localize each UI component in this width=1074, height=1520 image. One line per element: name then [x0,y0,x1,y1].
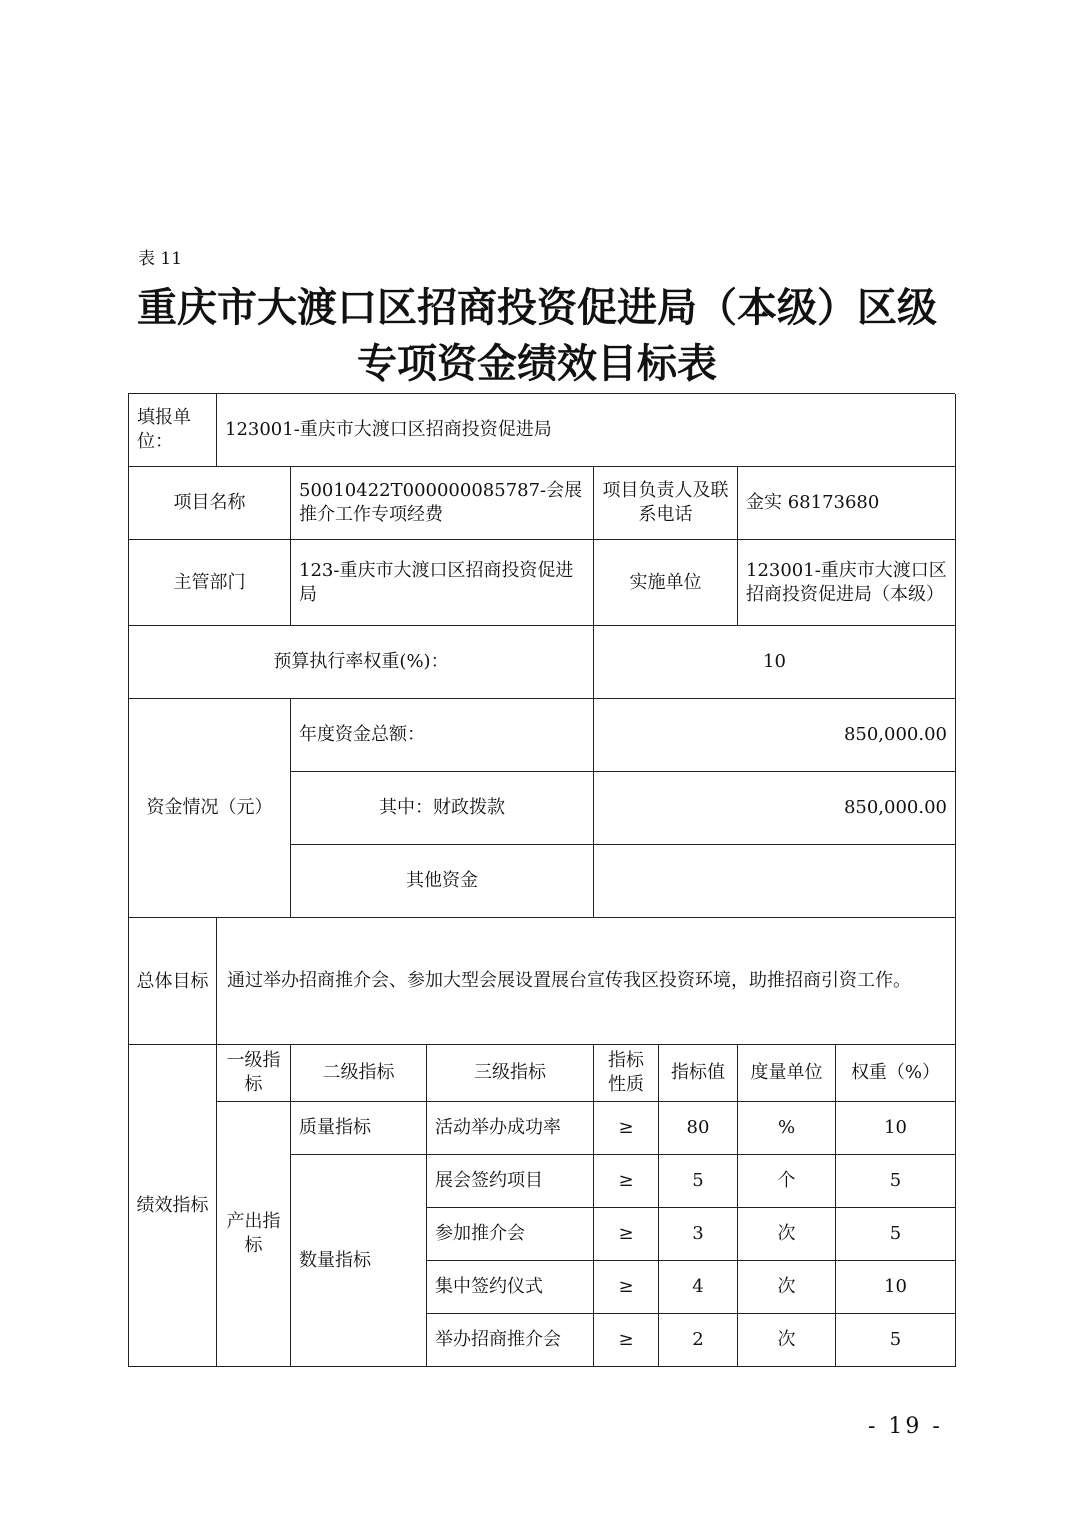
level1-output: 产出指标 [217,1102,291,1367]
indicator-nature: ≥ [594,1208,659,1261]
indicator-value: 2 [659,1314,738,1367]
funds-total-value: 850,000.00 [594,699,956,772]
performance-target-table [128,393,955,1367]
funds-fiscal-label: 其中：财政拨款 [291,772,594,845]
level2-quality: 质量指标 [291,1102,427,1155]
funds-total-label: 年度资金总额： [291,699,594,772]
indicator-value: 3 [659,1208,738,1261]
indicator-nature: ≥ [594,1102,659,1155]
indicator-unit: 次 [738,1208,836,1261]
indicator-unit: 个 [738,1155,836,1208]
unit-value: 123001-重庆市大渡口区招商投资促进局 [217,394,956,467]
dept-value: 123-重庆市大渡口区招商投资促进局 [291,540,594,626]
indicator-weight: 5 [836,1208,956,1261]
budget-weight-label: 预算执行率权重(%)： [129,626,594,699]
indicator-unit: 次 [738,1261,836,1314]
indicator-name: 活动举办成功率 [427,1102,594,1155]
project-name-value: 50010422T000000085787-会展推介工作专项经费 [291,467,594,540]
indicator-name: 举办招商推介会 [427,1314,594,1367]
budget-weight-value: 10 [594,626,956,699]
funds-other-label: 其他资金 [291,845,594,918]
impl-label: 实施单位 [594,540,738,626]
funds-other-value [594,845,956,918]
header-level2: 二级指标 [291,1045,427,1102]
indicator-nature: ≥ [594,1314,659,1367]
performance-label: 绩 效 指 标 [129,1045,217,1367]
indicator-weight: 10 [836,1102,956,1155]
header-nature: 指标性质 [594,1045,659,1102]
page-number: - 19 - [868,1414,943,1439]
indicator-nature: ≥ [594,1155,659,1208]
header-level3: 三级指标 [427,1045,594,1102]
contact-value: 金实 68173680 [738,467,956,540]
contact-label: 项目负责人及联系电话 [594,467,738,540]
goal-label: 总 体 目 标 [129,918,217,1045]
dept-label: 主管部门 [129,540,291,626]
indicator-weight: 5 [836,1155,956,1208]
indicator-name: 参加推介会 [427,1208,594,1261]
header-unit: 度量单位 [738,1045,836,1102]
header-value: 指标值 [659,1045,738,1102]
unit-label: 填报单位： [129,394,217,467]
level2-quantity: 数量指标 [291,1155,427,1367]
impl-value: 123001-重庆市大渡口区招商投资促进局（本级） [738,540,956,626]
indicator-unit: % [738,1102,836,1155]
indicator-nature: ≥ [594,1261,659,1314]
indicator-value: 80 [659,1102,738,1155]
indicator-weight: 5 [836,1314,956,1367]
funds-fiscal-value: 850,000.00 [594,772,956,845]
table-number: 表 11 [138,249,183,269]
project-name-label: 项目名称 [129,467,291,540]
page-subtitle: 专项资金绩效目标表 [357,341,717,387]
indicator-unit: 次 [738,1314,836,1367]
header-weight: 权重（%） [836,1045,956,1102]
goal-text: 通过举办招商推介会、参加大型会展设置展台宣传我区投资环境，助推招商引资工作。 [217,918,956,1045]
funds-label: 资金情况（元） [129,699,291,918]
header-level1: 一级指标 [217,1045,291,1102]
indicator-name: 集中签约仪式 [427,1261,594,1314]
page-title: 重庆市大渡口区招商投资促进局（本级）区级 [137,285,937,331]
indicator-name: 展会签约项目 [427,1155,594,1208]
indicator-value: 5 [659,1155,738,1208]
indicator-weight: 10 [836,1261,956,1314]
indicator-value: 4 [659,1261,738,1314]
